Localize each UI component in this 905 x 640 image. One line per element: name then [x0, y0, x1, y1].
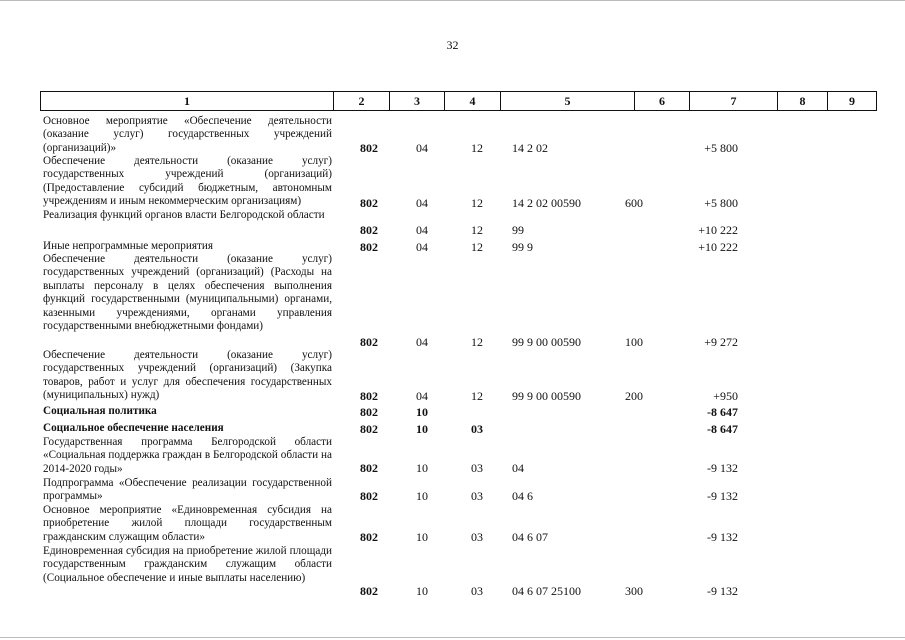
row-description: Единовременная субсидия на приобретение жилой площади государственным гражданским служащим области (Социальное обеспечение и иные выплаты населению) [43, 545, 332, 584]
row-cell-col-5: 14 2 02 [512, 141, 548, 155]
row-cell-col-5: 04 6 07 25100 [512, 584, 581, 598]
row-cell-col-7: -9 132 [707, 530, 738, 544]
row-description: Подпрограмма «Обеспечение реализации государственной программы» [43, 477, 332, 503]
row-cell-col-4: 03 [471, 584, 483, 598]
row-cell-col-6: 200 [625, 389, 643, 403]
row-cell-col-3: 10 [416, 584, 428, 598]
row-cell-col-2: 802 [360, 240, 378, 254]
row-cell-col-5: 99 9 00 00590 [512, 335, 581, 349]
row-cell-col-3: 10 [416, 422, 428, 436]
row-cell-col-4: 12 [471, 240, 483, 254]
row-cell-col-3: 04 [416, 223, 428, 237]
row-cell-col-4: 12 [471, 389, 483, 403]
row-cell-col-5: 04 6 07 [512, 530, 548, 544]
row-description: Социальная политика [43, 405, 157, 417]
row-cell-col-4: 03 [471, 489, 483, 503]
row-cell-col-5: 99 [512, 223, 524, 237]
row-cell-col-3: 04 [416, 240, 428, 254]
row-cell-col-2: 802 [360, 141, 378, 155]
row-cell-col-4: 12 [471, 141, 483, 155]
row-description: Основное мероприятие «Обеспечение деятельности (оказание услуг) государственных учреждений (организаций)» [43, 115, 332, 154]
row-description: Обеспечение деятельности (оказание услуг) государственных учреждений (организаций) (Расходы на выплаты персоналу в целях обеспечения выполнения функций государственными (муниципальными) органами, казенными учреждениями, органами управления государственными внебюджетными фондами) [43, 253, 332, 333]
row-cell-col-7: -8 647 [707, 422, 738, 436]
header-col-8: 8 [778, 92, 828, 110]
row-cell-col-2: 802 [360, 405, 378, 419]
row-cell-col-7: +5 800 [704, 196, 738, 210]
header-col-2: 2 [334, 92, 390, 110]
row-description: Социальное обеспечение населения [43, 422, 224, 434]
row-cell-col-5: 99 9 [512, 240, 533, 254]
row-cell-col-3: 04 [416, 389, 428, 403]
header-col-5: 5 [501, 92, 635, 110]
row-cell-col-4: 12 [471, 335, 483, 349]
header-col-9: 9 [849, 94, 855, 108]
row-cell-col-7: -8 647 [707, 405, 738, 419]
row-cell-col-2: 802 [360, 584, 378, 598]
header-col-4: 4 [445, 92, 501, 110]
row-cell-col-3: 10 [416, 461, 428, 475]
row-cell-col-6: 600 [625, 196, 643, 210]
row-cell-col-2: 802 [360, 389, 378, 403]
row-description: Обеспечение деятельности (оказание услуг) государственных учреждений (организаций) (Закупка товаров, работ и услуг для обеспечения государственных (муниципальных) нужд) [43, 349, 332, 402]
row-cell-col-2: 802 [360, 422, 378, 436]
row-cell-col-5: 14 2 02 00590 [512, 196, 581, 210]
header-col-3: 3 [390, 92, 445, 110]
row-cell-col-3: 10 [416, 489, 428, 503]
row-cell-col-7: +950 [713, 389, 738, 403]
top-edge-line [0, 0, 905, 1]
row-description: Реализация функций органов власти Белгородской области [43, 209, 325, 221]
row-cell-col-7: +9 272 [704, 335, 738, 349]
row-cell-col-7: +10 222 [698, 240, 738, 254]
row-cell-col-6: 100 [625, 335, 643, 349]
row-cell-col-3: 10 [416, 530, 428, 544]
row-cell-col-4: 03 [471, 461, 483, 475]
row-cell-col-2: 802 [360, 223, 378, 237]
page-number: 32 [446, 38, 459, 52]
row-cell-col-3: 10 [416, 405, 428, 419]
row-cell-col-5: 99 9 00 00590 [512, 389, 581, 403]
row-cell-col-7: +10 222 [698, 223, 738, 237]
row-cell-col-4: 03 [471, 422, 483, 436]
bottom-edge-line [0, 637, 905, 638]
row-cell-col-4: 12 [471, 196, 483, 210]
row-cell-col-7: -9 132 [707, 489, 738, 503]
row-description: Обеспечение деятельности (оказание услуг) государственных учреждений (организаций) (Предоставление субсидий бюджетным, автономным учреждениям и иным некоммерческим организациям) [43, 155, 332, 208]
row-cell-col-4: 12 [471, 223, 483, 237]
header-col-7: 7 [690, 92, 778, 110]
row-cell-col-6: 300 [625, 584, 643, 598]
row-cell-col-2: 802 [360, 489, 378, 503]
row-description: Основное мероприятие «Единовременная субсидия на приобретение жилой площади государственным гражданским служащим области» [43, 504, 332, 543]
header-col-6: 6 [635, 92, 690, 110]
header-col-1: 1 [41, 92, 334, 110]
row-cell-col-7: -9 132 [707, 584, 738, 598]
row-cell-col-5: 04 [512, 461, 524, 475]
table-header [40, 91, 877, 111]
row-cell-col-3: 04 [416, 335, 428, 349]
row-cell-col-5: 04 6 [512, 489, 533, 503]
row-cell-col-4: 03 [471, 530, 483, 544]
row-cell-col-3: 04 [416, 196, 428, 210]
row-cell-col-7: -9 132 [707, 461, 738, 475]
row-cell-col-2: 802 [360, 461, 378, 475]
row-cell-col-2: 802 [360, 335, 378, 349]
row-cell-col-2: 802 [360, 196, 378, 210]
row-cell-col-2: 802 [360, 530, 378, 544]
row-description: Государственная программа Белгородской области «Социальная поддержка граждан в Белгородской области на 2014-2020 годы» [43, 436, 332, 475]
row-cell-col-3: 04 [416, 141, 428, 155]
row-description: Иные непрограммные мероприятия [43, 240, 214, 252]
row-cell-col-7: +5 800 [704, 141, 738, 155]
